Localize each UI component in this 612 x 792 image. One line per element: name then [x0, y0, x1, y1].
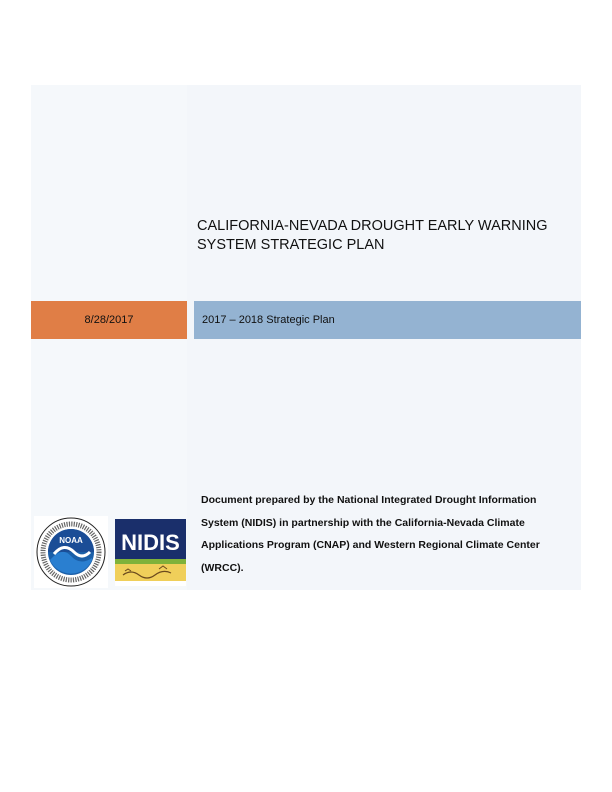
document-date: 8/28/2017: [84, 314, 134, 326]
noaa-logo-text: NOAA: [59, 536, 83, 545]
nidis-logo-text: NIDIS: [121, 530, 180, 555]
plan-label: 2017 – 2018 Strategic Plan: [202, 314, 335, 326]
date-band: [31, 301, 187, 339]
plan-band: [194, 301, 581, 339]
nidis-logo-icon: [115, 519, 186, 586]
document-title: CALIFORNIA-NEVADA DROUGHT EARLY WARNING SYSTEM STRATEGIC PLAN: [197, 218, 548, 253]
prepared-by-text: Document prepared by the National Integrated Drought Information System (NIDIS) in partnership with the California-Nevada Climate Applications Program (CNAP) and Western Regional Climate Center (WRCC).: [201, 494, 540, 574]
noaa-logo-icon: [34, 516, 108, 588]
